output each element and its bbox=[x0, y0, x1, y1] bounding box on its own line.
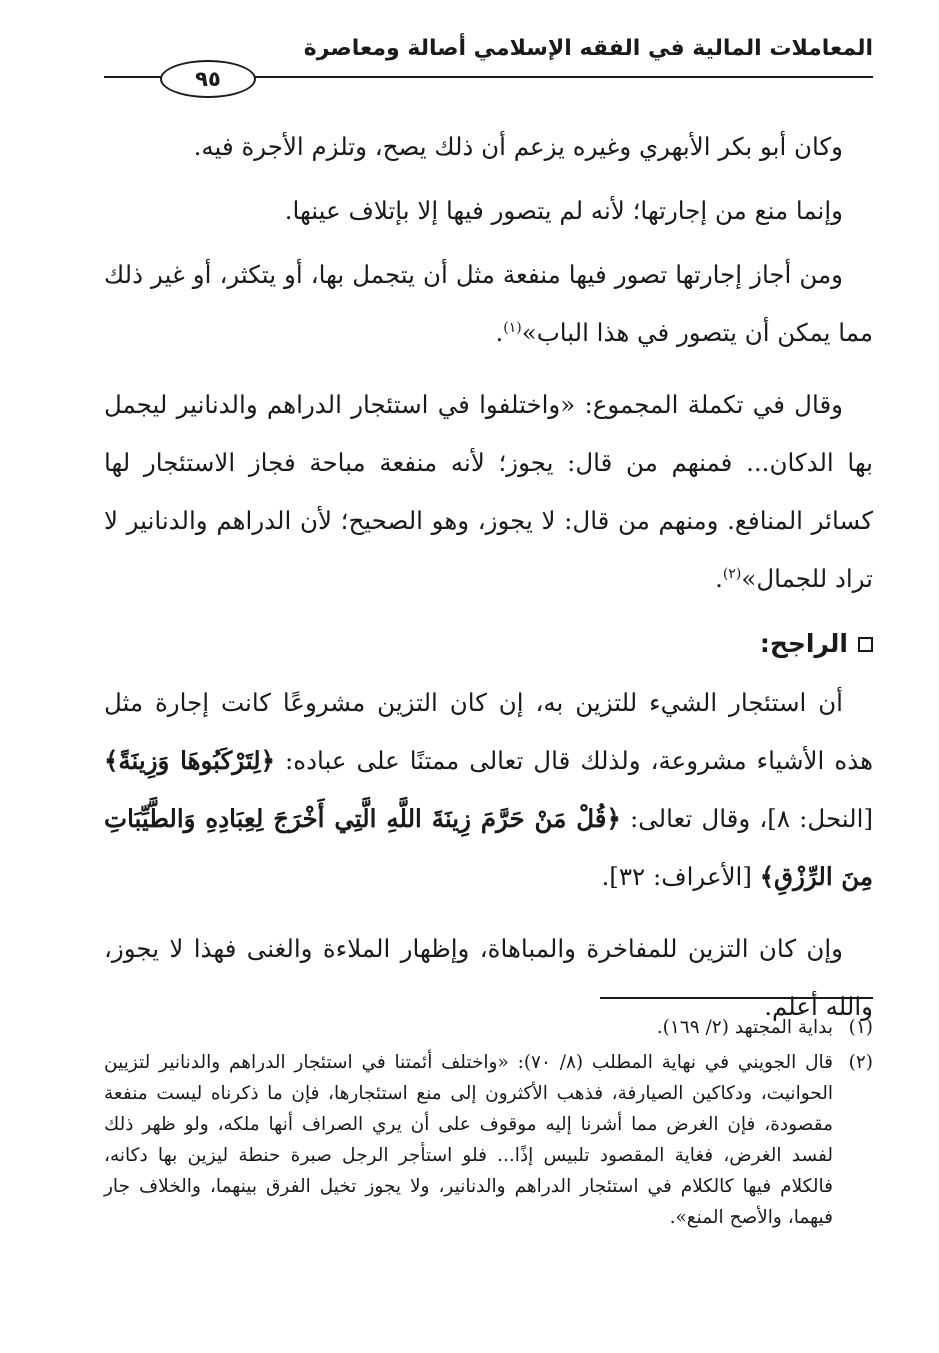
paragraph-1: وكان أبو بكر الأبهري وغيره يزعم أن ذلك يصح، وتلزم الأجرة فيه. bbox=[193, 132, 843, 161]
paragraph-4 bbox=[104, 376, 873, 608]
footnote-number: (١) bbox=[848, 1017, 873, 1038]
paragraph-5 bbox=[104, 674, 873, 906]
main-text bbox=[104, 118, 873, 1042]
section-heading-label: الراجح: bbox=[759, 629, 848, 658]
quran-verse-2: ﴿قُلْ مَنْ حَرَّمَ زِينَةَ اللَّهِ الَّتِي أَخْرَجَ لِعِبَادِهِ وَالطَّيِّبَاتِ مِنَ الرِّزْقِ﴾ bbox=[104, 804, 873, 891]
footnote-2 bbox=[104, 1047, 873, 1233]
running-header-title: المعاملات المالية في الفقه الإسلامي أصالة ومعاصرة bbox=[303, 36, 873, 61]
footnote-text: بداية المجتهد (٢/ ١٦٩). bbox=[656, 1017, 833, 1038]
footnote-number: (٢) bbox=[848, 1052, 873, 1073]
paragraph-5-part-c: [الأعراف: ٣٢]. bbox=[601, 862, 760, 891]
paragraph-4-text: وقال في تكملة المجموع: «واختلفوا في استئجار الدراهم والدنانير ليجمل بها الدكان... فمنهم من قال: يجوز؛ لأنه منفعة مباحة فجاز الاستئجار لها كسائر المنافع. ومنهم من قال: لا يجوز، وهو الصحيح؛ لأن الدراهم والدنانير لا تراد للجمال» bbox=[104, 390, 873, 593]
paragraph-5-part-b: [النحل: ٨]، وقال تعالى: bbox=[620, 804, 873, 833]
footnote-text: قال الجويني في نهاية المطلب (٨/ ٧٠): «واختلف أئمتنا في استئجار الدراهم والدنانير لتزيين الحوانيت، ودكاكين الصيارفة، فذهب الأكثرون إلى منع استئجارها، فإن ما ذكرناه ليست منفعة مقصودة، فإن الغرض مما أشرنا إليه موقوف على أن يري الصراف أنها ملكه، ولو ظهر ذلك لفسد الغرض، فغاية المقصود تلبيس إذًا... فلو استأجر الرجل صبرة حنطة ليزين بها دكانه، فالكلام فيها كالكلام في استئجار الدراهم والدنانير، ولا يجوز تخيل الفرق بينهما، والخلاف جار فيهما، والأصح المنع». bbox=[104, 1052, 833, 1228]
section-heading bbox=[104, 616, 873, 672]
paragraph-6: وإن كان التزين للمفاخرة والمباهاة، وإظهار الملاءة والغنى فهذا لا يجوز، والله أعلم. bbox=[104, 934, 873, 1021]
footnote-rule bbox=[600, 997, 873, 999]
paragraph-4-end: . bbox=[715, 564, 723, 593]
paragraph-5-part-a: أن استئجار الشيء للتزين به، إن كان التزين مشروعًا كانت إجارة مثل هذه الأشياء مشروعة، ولذلك قال تعالى ممتنًا على عباده: bbox=[104, 688, 873, 775]
footnotes bbox=[104, 1012, 873, 1237]
paragraph-3-end: . bbox=[495, 318, 504, 347]
footnote-1 bbox=[104, 1012, 873, 1043]
footnote-ref-2: (٢) bbox=[722, 566, 742, 582]
page-number: ٩٥ bbox=[160, 60, 256, 98]
footnote-ref-1: (١) bbox=[503, 320, 522, 336]
square-box-icon bbox=[858, 637, 873, 652]
paragraph-2: وإنما منع من إجارتها؛ لأنه لم يتصور فيها إلا بإتلاف عينها. bbox=[284, 196, 843, 225]
paragraph-3 bbox=[104, 246, 873, 362]
paragraph-3-text: ومن أجاز إجارتها تصور فيها منفعة مثل أن يتجمل بها، أو يتكثر، أو غير ذلك مما يمكن أن يتصور في هذا الباب» bbox=[104, 260, 873, 347]
quran-verse-1: ﴿لِتَرْكَبُوهَا وَزِينَةً﴾ bbox=[104, 746, 275, 775]
